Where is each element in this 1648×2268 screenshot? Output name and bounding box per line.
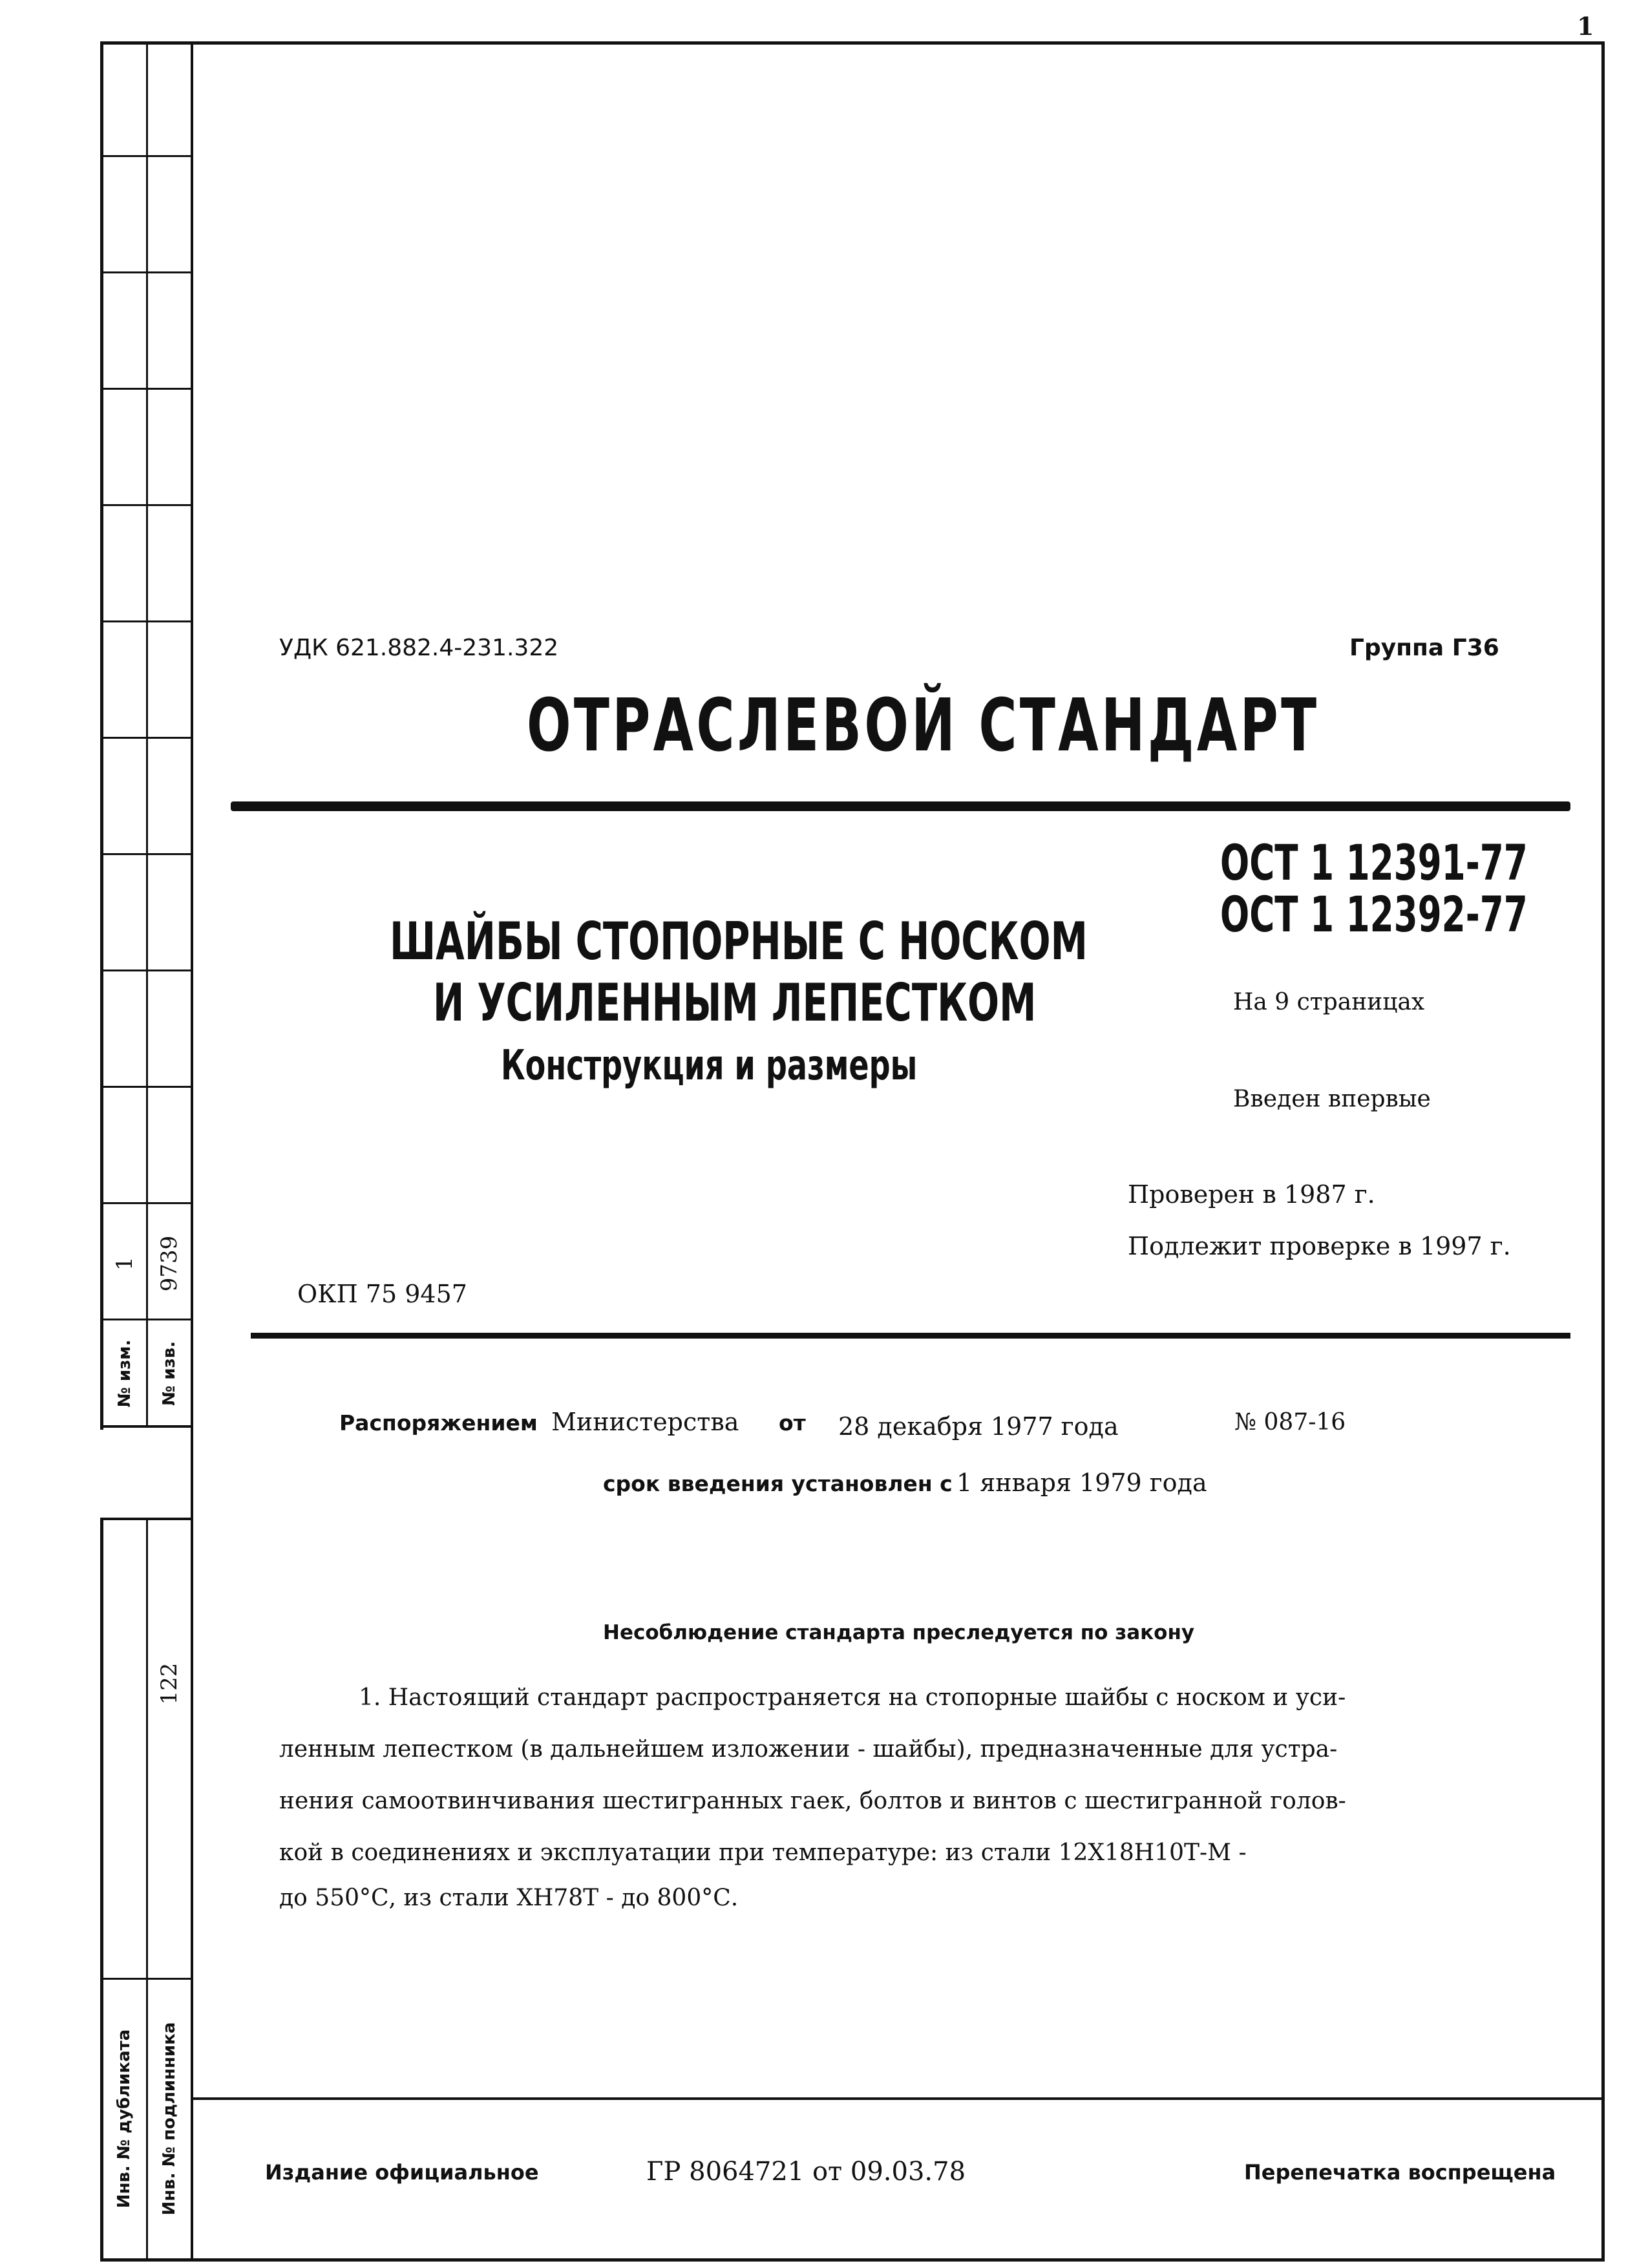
standard-code-1: ОСТ 1 12391-77: [1220, 834, 1528, 891]
pages-count: На 9 страницах: [1233, 989, 1425, 1015]
stamp-row-line: [103, 1202, 193, 1204]
term-date: 1 января 1979 года: [956, 1468, 1207, 1497]
frame-top: [103, 41, 1604, 45]
footer-no-reprint: Перепечатка воспрещена: [1244, 2160, 1556, 2185]
stamp-row-line: [103, 970, 193, 971]
order-ministry: Министерства: [551, 1408, 739, 1436]
title-rule: [231, 801, 1570, 811]
order-number: № 087-16: [1234, 1409, 1346, 1436]
okp-code: ОКП 75 9457: [297, 1280, 467, 1308]
standard-code-2: ОСТ 1 12392-77: [1220, 885, 1528, 943]
stamp-row-line: [103, 388, 193, 390]
order-from: от: [779, 1410, 806, 1436]
stamp-row-line: [103, 1518, 193, 1520]
stamp-gap: [97, 1430, 189, 1518]
udk-code: УДК 621.882.4-231.322: [279, 635, 559, 661]
stamp-column-divider: [146, 41, 148, 1428]
group-code: Группа Г36: [1349, 635, 1499, 661]
change-number-value: 1: [112, 1256, 138, 1271]
body-line-4: кой в соединениях и эксплуатации при температуре: из стали 12Х18Н10Т-М -: [279, 1839, 1247, 1866]
stamp-row-line: [103, 1319, 193, 1320]
original-inventory-label: Инв. № подлинника: [160, 2022, 179, 2216]
frame-inner-left: [191, 41, 193, 2262]
header-bottom-rule: [251, 1333, 1570, 1339]
order-label: Распоряжением: [339, 1410, 538, 1436]
next-check-note: Подлежит проверке в 1997 г.: [1128, 1232, 1511, 1260]
order-date: 28 декабря 1977 года: [838, 1412, 1119, 1441]
change-number-label: № изм.: [115, 1339, 134, 1408]
stamp-row-line: [103, 271, 193, 273]
body-line-2: ленным лепестком (в дальнейшем изложении - шайбы), предназначенные для устра-: [279, 1736, 1338, 1763]
document-title: ОТРАСЛЕВОЙ СТАНДАРТ: [527, 684, 1320, 768]
stamp-row-line: [103, 853, 193, 855]
term-label: срок введения установлен с: [603, 1471, 953, 1496]
stamp-row-line: [103, 155, 193, 157]
subject-line-3: Конструкция и размеры: [501, 1042, 918, 1090]
body-line-3: нения самоотвинчивания шестигранных гаек, болтов и винтов с шестигранной голов-: [279, 1788, 1346, 1814]
duplicate-inventory-label: Инв. № дубликата: [114, 2029, 134, 2209]
stamp-row-line: [103, 620, 193, 622]
subject-line-1: ШАЙБЫ СТОПОРНЫЕ С НОСКОМ: [390, 911, 1088, 971]
stamp-row-line: [103, 1086, 193, 1088]
footer-registration: ГР 8064721 от 09.03.78: [646, 2157, 966, 2187]
checked-note: Проверен в 1987 г.: [1128, 1180, 1375, 1209]
introduced-note: Введен впервые: [1233, 1086, 1431, 1112]
frame-left: [100, 41, 103, 2262]
subject-line-2: И УСИЛЕННЫМ ЛЕПЕСТКОМ: [433, 973, 1037, 1033]
body-line-5: до 550°С, из стали ХН78Т - до 800°С.: [279, 1885, 739, 1911]
frame-right: [1601, 41, 1605, 2262]
stamp-row-line: [103, 504, 193, 506]
original-inventory-value: 122: [156, 1662, 182, 1705]
stamp-row-line: [103, 737, 193, 739]
stamp-row-line: [103, 1425, 193, 1428]
body-line-1: 1. Настоящий стандарт распространяется на стопорные шайбы с носком и уси-: [359, 1684, 1346, 1711]
footer-border: [191, 2097, 1605, 2100]
stamp-column-divider-lower: [146, 1519, 148, 2262]
notice-number-value: 9739: [156, 1235, 182, 1292]
notice-number-label: № изв.: [160, 1341, 179, 1406]
stamp-row-line: [103, 1978, 193, 1980]
page-number: 1: [1577, 12, 1594, 41]
frame-bottom: [100, 2258, 1605, 2262]
footer-official-edition: Издание официальное: [265, 2160, 539, 2185]
law-warning: Несоблюдение стандарта преследуется по закону: [603, 1621, 1195, 1644]
